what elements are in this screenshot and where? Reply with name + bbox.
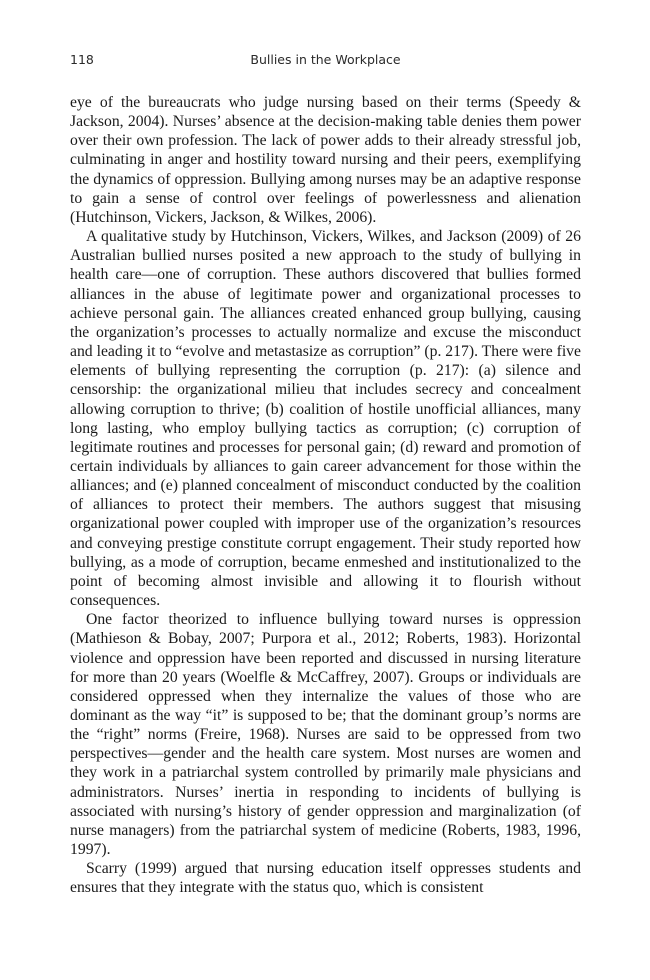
body-text bbox=[70, 93, 581, 898]
paragraph-corruption-study: A qualitative study by Hutchinson, Vickers, Wilkes, and Jackson (2009) of 26 Australian bullied nurses posited a new approach to the study of bullying in health care—one of corruption. These authors discovered that bullies formed alliances in the abuse of legitimate power and organizational processes to achieve personal gain. The alliances created enhanced group bullying, causing the organization’s processes to actually normalize and excuse the misconduct and leading it to “evolve and metastasize as corruption” (p. 217). There were five elements of bullying representing the corruption (p. 217): (a) silence and censorship: the organizational milieu that includes secrecy and concealment allowing corruption to thrive; (b) coalition of hostile unofficial alliances, many long lasting, who employ bullying tactics as corruption; (c) corruption of legitimate routines and processes for personal gain; (d) reward and promotion of certain individuals by alliances to gain career advancement for those within the alliances; and (e) planned concealment of misconduct conducted by the coalition of alliances to protect their members. The authors suggest that misusing organizational power coupled with improper use of the organization’s resources and conveying prestige constitute corrupt engagement. Their study reported how bullying, as a mode of corruption, became enmeshed and institutionalized to the point of becoming almost invisible and allowing it to flourish without consequences. bbox=[70, 228, 581, 610]
running-title: Bullies in the Workplace bbox=[250, 52, 401, 67]
paragraph-continuation: eye of the bureaucrats who judge nursing based on their terms (Speedy & Jackson, 2004). Nurses’ absence at the decision-making table denies them power over their own profession. The lack of power adds to their already stressful job, culminating in anger and hostility toward nursing and their peers, exemplifying the dynamics of oppression. Bullying among nurses may be an adaptive response to gain a sense of control over feelings of powerlessness and alienation (Hutchinson, Vickers, Jackson, & Wilkes, 2006). bbox=[70, 94, 581, 226]
paragraph-oppression: One factor theorized to influence bullying toward nurses is oppression (Mathieson & Bobay, 2007; Purpora et al., 2012; Roberts, 1983). Horizontal violence and oppression have been reported and discussed in nursing literature for more than 20 years (Woelfle & McCaffrey, 2007). Groups or individuals are considered oppressed when they internalize the values of those who are dominant as the way “it” is supposed to be; that the dominant group’s norms are the “right” norms (Freire, 1968). Nurses are said to be oppressed from two perspectives—gender and the health care system. Most nurses are women and they work in a patriarchal system controlled by primarily male physicians and administrators. Nurses’ inertia in responding to incidents of bullying is associated with nursing’s history of gender oppression and marginalization (of nurse managers) from the patriarchal system of medicine (Roberts, 1983, 1996, 1997). bbox=[70, 611, 581, 859]
paragraph-nursing-education: Scarry (1999) argued that nursing education itself oppresses students and ensures that they integrate with the status quo, which is consistent bbox=[70, 860, 581, 897]
page-header bbox=[70, 52, 581, 72]
page-number: 118 bbox=[70, 52, 94, 67]
